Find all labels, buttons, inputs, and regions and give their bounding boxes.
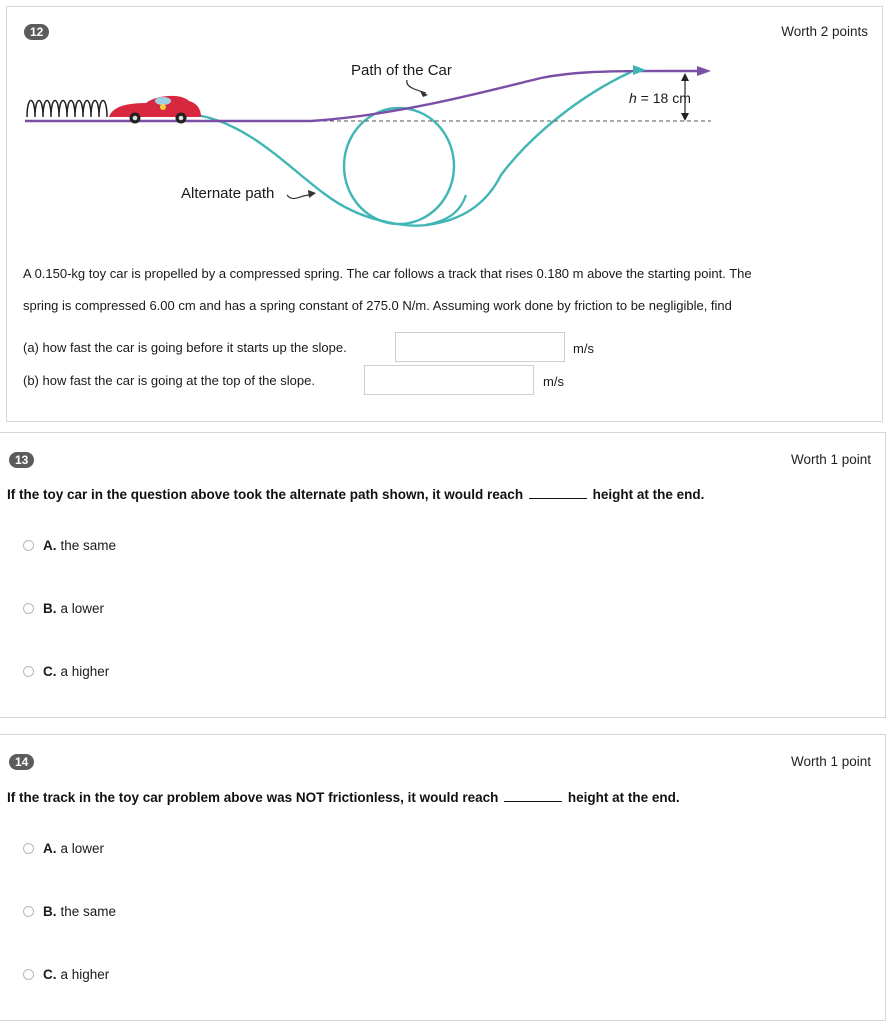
answer-blank <box>504 789 562 802</box>
question-text: If the toy car in the question above took the alternate path shown, it would reach height at the end. <box>7 487 705 502</box>
spring-icon <box>27 101 107 118</box>
alternate-path-curve <box>196 72 631 226</box>
path-label-pointer <box>407 80 426 93</box>
option-c[interactable]: C. a higher <box>23 664 109 679</box>
radio-button[interactable] <box>23 969 34 980</box>
part-b-answer-input[interactable] <box>364 365 534 395</box>
part-a-answer-input[interactable] <box>395 332 565 362</box>
path-of-car-label: Path of the Car <box>351 62 452 79</box>
alternate-path-label: Alternate path <box>181 185 275 202</box>
answer-blank <box>529 486 587 499</box>
part-b-label: (b) how fast the car is going at the top of the slope. <box>23 373 315 388</box>
radio-button[interactable] <box>23 843 34 854</box>
question-14-card <box>0 734 886 1021</box>
height-label: h = 18 cm <box>629 90 691 106</box>
part-a-label: (a) how fast the car is going before it starts up the slope. <box>23 340 347 355</box>
question-text: If the track in the toy car problem above was NOT frictionless, it would reach height at the end. <box>7 790 680 805</box>
option-c[interactable]: C. a higher <box>23 967 109 982</box>
part-a-unit: m/s <box>573 341 594 356</box>
option-b[interactable]: B. a lower <box>23 601 104 616</box>
worth-points: Worth 1 point <box>790 754 871 769</box>
question-number-badge: 14 <box>9 754 34 770</box>
option-a[interactable]: A. the same <box>23 538 116 553</box>
part-b-unit: m/s <box>543 374 564 389</box>
toy-car-icon <box>109 96 201 124</box>
arrowhead <box>697 66 711 76</box>
question-13-card <box>0 432 886 718</box>
alt-label-pointer <box>287 195 309 199</box>
radio-button[interactable] <box>23 666 34 677</box>
radio-button[interactable] <box>23 603 34 614</box>
problem-text-line-1: A 0.150-kg toy car is propelled by a compressed spring. The car follows a track that rises 0.180 m above the starting point. The <box>23 266 752 281</box>
worth-points: Worth 2 points <box>781 24 868 39</box>
question-12-card <box>6 6 883 422</box>
loop-circle <box>344 108 454 224</box>
problem-text-line-2: spring is compressed 6.00 cm and has a spring constant of 275.0 N/m. Assuming work done by friction to be negligible, find <box>23 298 732 313</box>
option-a[interactable]: A. a lower <box>23 841 104 856</box>
teal-arrowhead <box>633 65 646 75</box>
radio-button[interactable] <box>23 540 34 551</box>
worth-points: Worth 1 point <box>790 452 871 467</box>
radio-button[interactable] <box>23 906 34 917</box>
question-number-badge: 12 <box>24 24 49 40</box>
question-number-badge: 13 <box>9 452 34 468</box>
track-figure <box>21 45 721 245</box>
option-b[interactable]: B. the same <box>23 904 116 919</box>
